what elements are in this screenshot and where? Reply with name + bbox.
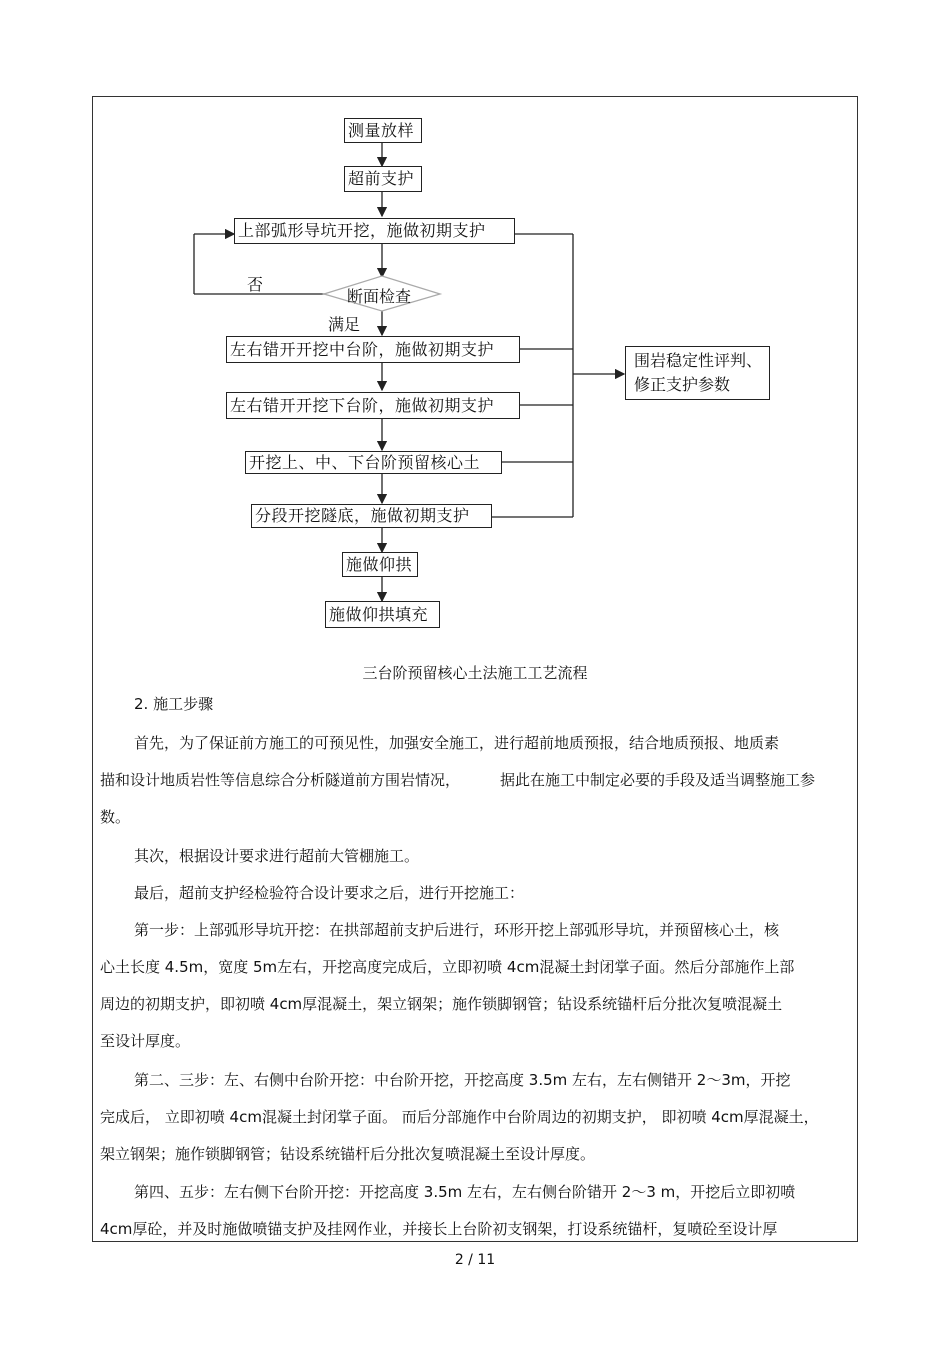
para-line: 第二、三步：左、右侧中台阶开挖：中台阶开挖，开挖高度 3.5m 左右，左右侧错开 2～3m，开挖 — [134, 1071, 791, 1089]
flow-step-survey: 测量放样 — [344, 118, 422, 143]
flow-step-invert-fill: 施做仰拱填充 — [325, 601, 440, 628]
para-line: 数。 — [100, 808, 131, 826]
flow-step-core-soil: 开挖上、中、下台阶预留核心土 — [245, 451, 502, 474]
para-line: 第一步：上部弧形导坑开挖：在拱部超前支护后进行，环形开挖上部弧形导坑，并预留核心土，核 — [134, 921, 780, 939]
para-line: 周边的初期支护，即初喷 4cm厚混凝土，架立钢架；施作锁脚钢管；钻设系统锚杆后分批次复喷混凝土 — [100, 995, 783, 1013]
side-box-line-2: 修正支护参数 — [634, 375, 731, 394]
flow-step-middle-bench: 左右错开开挖中台阶，施做初期支护 — [226, 336, 520, 363]
flow-step-upper-arc: 上部弧形导坑开挖，施做初期支护 — [234, 218, 515, 244]
para-line: 至设计厚度。 — [100, 1032, 191, 1050]
flowchart-caption: 三台阶预留核心土法施工工艺流程 — [362, 664, 588, 682]
para-line: 据此在施工中制定必要的手段及适当调整施工参 — [500, 771, 816, 789]
flow-step-inspection: 断面检查 — [347, 287, 412, 306]
para-line: 其次，根据设计要求进行超前大管棚施工。 — [134, 847, 420, 865]
para-line: 完成后， 立即初喷 4cm混凝土封闭掌子面。 而后分部施作中台阶周边的初期支护， 即初喷 4cm厚混凝土， — [100, 1108, 819, 1126]
flow-step-advance-support: 超前支护 — [344, 166, 422, 192]
para-line: 4cm厚砼，并及时施做喷锚支护及挂网作业，并接长上台阶初支钢架，打设系统锚杆，复喷砼至设计厚 — [100, 1220, 778, 1238]
para-line: 架立钢架；施作锁脚钢管；钻设系统锚杆后分批次复喷混凝土至设计厚度。 — [100, 1145, 596, 1163]
yes-label: 满足 — [328, 315, 361, 334]
section-title: 2. 施工步骤 — [134, 695, 214, 713]
page-number: 2 / 11 — [454, 1252, 496, 1268]
para-line: 首先，为了保证前方施工的可预见性，加强安全施工，进行超前地质预报，结合地质预报、地质素 — [134, 734, 780, 752]
side-box-line-1: 围岩稳定性评判、 — [634, 351, 763, 370]
para-line: 描和设计地质岩性等信息综合分析隧道前方围岩情况， — [100, 771, 461, 789]
no-label: 否 — [247, 275, 264, 294]
para-line: 第四、五步：左右侧下台阶开挖：开挖高度 3.5m 左右，左右侧台阶错开 2～3 m，开挖后立即初喷 — [134, 1183, 796, 1201]
para-line: 心土长度 4.5m，宽度 5m左右，开挖高度完成后，立即初喷 4cm混凝土封闭掌子面。然后分部施作上部 — [100, 958, 795, 976]
flow-step-invert: 施做仰拱 — [342, 552, 418, 577]
flow-step-lower-bench: 左右错开开挖下台阶，施做初期支护 — [226, 392, 520, 419]
flow-step-invert-excavation: 分段开挖隧底，施做初期支护 — [251, 504, 492, 528]
para-line: 最后，超前支护经检验符合设计要求之后，进行开挖施工： — [134, 884, 525, 902]
side-box-evaluation — [625, 346, 770, 400]
